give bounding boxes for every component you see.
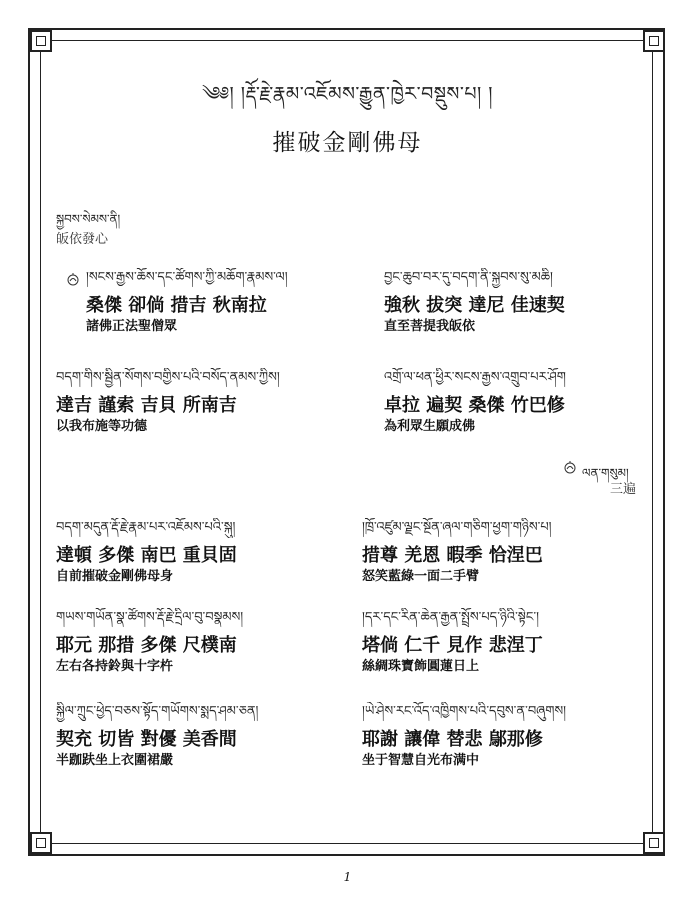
verse-phonetic: 卓拉 遍契 桑傑 竹巴修	[384, 395, 565, 416]
corner-ornament-icon	[30, 832, 52, 854]
verse-phonetic: 達頓 多傑 南巴 重貝固	[56, 545, 237, 566]
verse-translation: 坐于智慧自光布满中	[362, 753, 480, 768]
verse-phonetic: 耶元 那措 多傑 尺樸南	[56, 635, 237, 656]
verse-1	[86, 268, 386, 336]
repeat-tibetan: ལན་གསུམ།	[582, 466, 629, 480]
verse-translation: 以我布施等功德	[56, 419, 148, 434]
bell-ornament-icon	[66, 272, 80, 286]
title-tibetan: ༄༅། །རྡོ་རྗེ་རྣམ་འཇོམས་རྒྱུན་ཁྱེར་བསྡུས་པ། །	[201, 83, 494, 105]
verse-8	[362, 608, 642, 676]
verse-translation: 直至菩提我皈依	[384, 319, 476, 334]
verse-10	[362, 702, 642, 770]
verse-translation: 怒笑藍綠一面二手臂	[362, 569, 480, 584]
verse-phonetic: 桑傑 卻倘 措吉 秋南拉	[86, 295, 267, 316]
verse-5	[56, 518, 356, 586]
verse-tibetan: བདག་མདུན་རྡོ་རྗེ་རྣམ་པར་འཇོམས་པའི་སྐུ།	[56, 520, 236, 535]
verse-translation: 絲綢珠寶飾圓蓮日上	[362, 659, 480, 674]
verse-tibetan: འགྲོ་ལ་ཕན་ཕྱིར་སངས་རྒྱས་འགྲུབ་པར་ཤོག	[384, 370, 566, 385]
verse-9	[56, 702, 356, 770]
refuge-heading-chinese: 皈依發心	[56, 232, 109, 247]
verse-tibetan: སྐྱིལ་ཀྲུང་ཕྱེད་བཅས་སྟོད་གཡོགས་སྨད་ཤམ་ཅན།	[56, 704, 259, 719]
verse-phonetic: 措尊 羌恩 暇季 恰涅巴	[362, 545, 543, 566]
title-chinese: 摧破金剛佛母	[272, 130, 423, 156]
verse-translation: 自前摧破金剛佛母身	[56, 569, 174, 584]
bell-ornament-icon	[563, 460, 577, 474]
verse-phonetic: 塔倘 仁千 見作 悲涅丁	[362, 635, 543, 656]
verse-translation: 左右各持鈴與十字杵	[56, 659, 174, 674]
verse-translation: 諸佛正法聖僧眾	[86, 319, 178, 334]
corner-ornament-icon	[643, 832, 665, 854]
verse-phonetic: 契充 切皆 對優 美香間	[56, 729, 237, 750]
refuge-heading-tibetan: སྐྱབས་སེམས་ནི།	[56, 212, 121, 226]
verse-tibetan: བྱང་ཆུབ་བར་དུ་བདག་ནི་སྐྱབས་སུ་མཆི།	[384, 270, 553, 285]
corner-ornament-icon	[30, 30, 52, 52]
verse-phonetic: 耶謝 讓偉 替悲 鄔那修	[362, 729, 543, 750]
verse-translation: 半跏趺坐上衣圍裙嚴	[56, 753, 174, 768]
verse-tibetan: །སངས་རྒྱས་ཆོས་དང་ཚོགས་ཀྱི་མཆོག་རྣམས་ལ།	[86, 270, 288, 285]
repeat-chinese: 三遍	[609, 482, 636, 497]
verse-3	[56, 368, 356, 436]
verse-phonetic: 強秋 拔突 達尼 佳速契	[384, 295, 565, 316]
verse-6	[362, 518, 642, 586]
verse-tibetan: །ཡེ་ཤེས་རང་འོད་འཁྱིགས་པའི་དབུས་ན་བཞུགས།	[362, 704, 567, 719]
verse-tibetan: བདག་གིས་སྦྱིན་སོགས་བགྱིས་པའི་བསོད་ནམས་ཀྱིས།	[56, 370, 280, 385]
page-number: 1	[343, 870, 352, 884]
verse-tibetan: གཡས་གཡོན་སྣ་ཚོགས་རྡོ་རྗེ་དྲིལ་བུ་བསྣམས།	[56, 610, 244, 625]
verse-4	[384, 368, 642, 436]
verse-7	[56, 608, 356, 676]
verse-phonetic: 達吉 謹索 吉貝 所南吉	[56, 395, 237, 416]
verse-tibetan: །ཁྲོ་འཛུམ་ལྗང་སྔོན་ཞལ་གཅིག་ཕྱག་གཉིས་པ།	[362, 520, 552, 535]
corner-ornament-icon	[643, 30, 665, 52]
verse-translation: 為利眾生願成佛	[384, 419, 476, 434]
verse-tibetan: །དར་དང་རིན་ཆེན་རྒྱན་སྤྲོས་པད་ཉིའི་སྟེང་།	[362, 610, 540, 625]
verse-2	[384, 268, 642, 336]
